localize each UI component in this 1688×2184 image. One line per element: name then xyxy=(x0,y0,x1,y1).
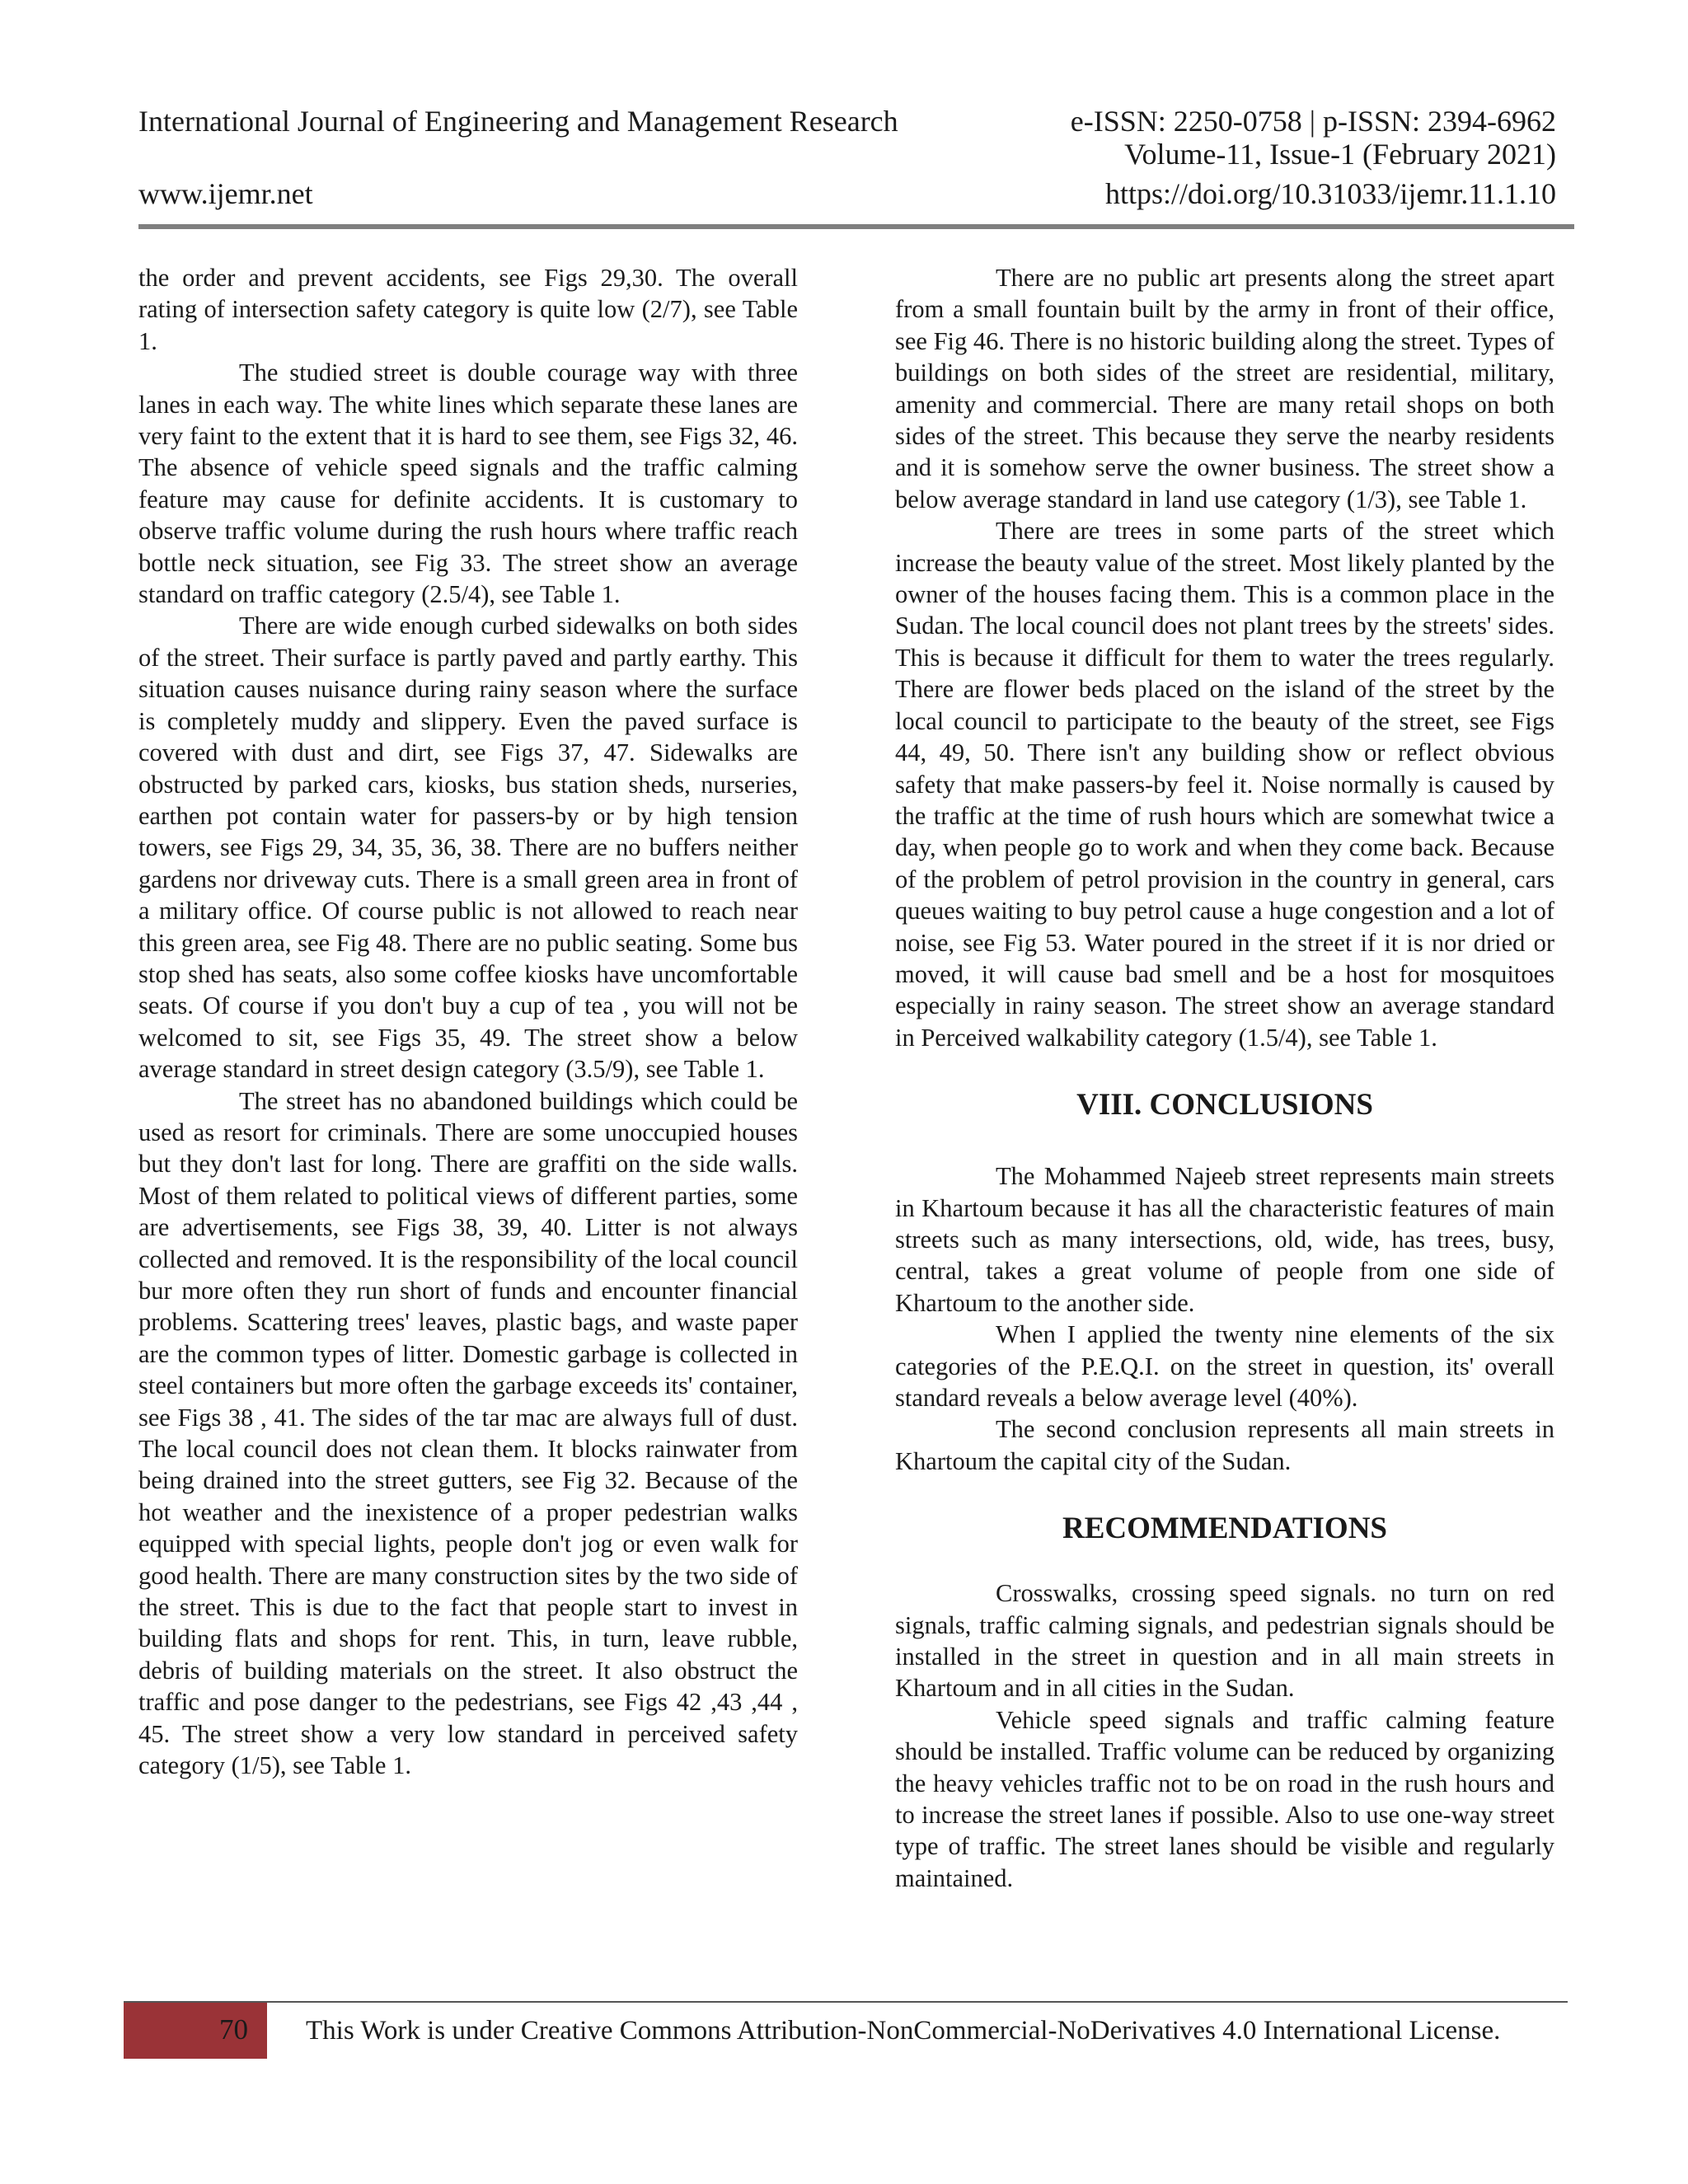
issn-line: e-ISSN: 2250-0758 | p-ISSN: 2394-6962 xyxy=(1070,105,1556,138)
recommendations-heading: RECOMMENDATIONS xyxy=(1062,1511,1387,1546)
conclusions-heading: VIII. CONCLUSIONS xyxy=(1076,1088,1373,1122)
footer-divider xyxy=(124,2001,1568,2003)
conclusion-paragraph: When I applied the twenty nine elements of the six categories of the P.E.Q.I. on the street in question, its' overall standard reveals a below average level (40%). xyxy=(895,1320,1554,1412)
conclusion-paragraph: The Mohammed Najeeb street represents main streets in Khartoum because it has all the characteristic features of main streets such as many intersections, old, wide, has trees, busy, central, takes a great volume of people from one side of Khartoum to the another side. xyxy=(895,1162,1554,1317)
right-column xyxy=(895,262,1554,1894)
journal-title: International Journal of Engineering and Management Research xyxy=(138,105,898,138)
body-paragraph: the order and prevent accidents, see Figs 29,30. The overall rating of intersection safety category is quite low (2/7), see Table 1. xyxy=(138,264,798,355)
page-number: 70 xyxy=(219,2013,248,2046)
body-paragraph: There are trees in some parts of the street which increase the beauty value of the street. Most likely planted by the owner of the houses facing them. This is a common place in the Sudan. The local council does not plant trees by the streets' sides. This is because it difficult for them to water the trees regularly. There are flower beds placed on the island of the street by the local council to participate to the beauty of the street, see Figs 44, 49, 50. There isn't any building show or reflect obvious safety that make passers-by feel it. Noise normally is caused by the traffic at the time of rush hours which are somewhat twice a day, when people go to work and when they come back. Because of the problem of petrol provision in the country in general, cars queues waiting to buy petrol cause a huge congestion and a lot of noise, see Fig 53. Water poured in the street if it is nor dried or moved, it will cause bad smell and be a host for mosquitoes especially in rainy season. The street show an average standard in Perceived walkability category (1.5/4), see Table 1. xyxy=(895,517,1554,1052)
recommendation-paragraph: Vehicle speed signals and traffic calming feature should be installed. Traffic volume can be reduced by organizing the heavy vehicles traffic not to be on road in the rush hours and to increase the street lanes if possible. Also to use one-way street type of traffic. The street lanes should be visible and regularly maintained. xyxy=(895,1705,1554,1892)
license-notice: This Work is under Creative Commons Attribution-NonCommercial-NoDerivatives 4.0 International License. xyxy=(306,2016,1501,2046)
body-paragraph: There are no public art presents along the street apart from a small fountain built by the army in front of their office, see Fig 46. There is no historic building along the street. Types of buildings on both sides of the street are residential, military, amenity and commercial. There are many retail shops on both sides of the street. This because they serve the nearby residents and it is somehow serve the owner business. The street show a below average standard in land use category (1/3), see Table 1. xyxy=(895,264,1554,513)
conclusion-paragraph: The second conclusion represents all main streets in Khartoum the capital city of the Sudan. xyxy=(895,1415,1554,1475)
header-divider xyxy=(138,224,1574,229)
article-doi[interactable]: https://doi.org/10.31033/ijemr.11.1.10 xyxy=(1104,177,1556,210)
left-column xyxy=(138,262,798,1782)
body-paragraph: The street has no abandoned buildings which could be used as resort for criminals. There are some unoccupied houses but they don't last for long. There are graffiti on the side walls. Most of them related to political views of different parties, some are advertisements, see Figs 38, 39, 40. Litter is not always collected and removed. It is the responsibility of the local council bur more often they run short of funds and encounter financial problems. Scattering trees' leaves, plastic bags, and waste paper are the common types of litter. Domestic garbage is collected in steel containers but more often the garbage exceeds its' container, see Figs 38 , 41. The sides of the tar mac are always full of dust. The local council does not clean them. It blocks rainwater from being drained into the street gutters, see Fig 32. Because of the hot weather and the inexistence of a proper pedestrian walks equipped with special lights, people don't jog or even walk for good health. There are many construction sites by the two side of the street. This is due to the fact that people start to invest in building flats and shops for rent. This, in turn, leave rubble, debris of building materials on the street. It also obstruct the traffic and pose danger to the pedestrians, see Figs 42 ,43 ,44 , 45. The street show a very low standard in perceived safety category (1/5), see Table 1. xyxy=(138,1086,798,1780)
body-paragraph: The studied street is double courage way with three lanes in each way. The white lines which separate these lanes are very faint to the extent that it is hard to see them, see Figs 32, 46. The absence of vehicle speed signals and the traffic calming feature may cause for definite accidents. It is customary to observe traffic volume during the rush hours where traffic reach bottle neck situation, see Fig 33. The street show an average standard on traffic category (2.5/4), see Table 1. xyxy=(138,359,798,609)
journal-website[interactable]: www.ijemr.net xyxy=(138,177,313,210)
recommendation-paragraph: Crosswalks, crossing speed signals. no turn on red signals, traffic calming signals, and pedestrian signals should be installed in the street in question and in all main streets in Khartoum and in all cities in the Sudan. xyxy=(895,1579,1554,1703)
body-paragraph: There are wide enough curbed sidewalks on both sides of the street. Their surface is partly paved and partly earthy. This situation causes nuisance during rainy season where the surface is completely muddy and slippery. Even the paved surface is covered with dust and dirt, see Figs 37, 47. Sidewalks are obstructed by parked cars, kiosks, bus station sheds, nurseries, earthen pot contain water for passers-by or by high tension towers, see Figs 29, 34, 35, 36, 38. There are no buffers neither gardens nor driveway cuts. There is a small green area in front of a military office. Of course public is not allowed to reach near this green area, see Fig 48. There are no public seating. Some bus stop shed has seats, also some coffee kiosks have uncomfortable seats. Of course if you don't buy a cup of tea , you will not be welcomed to sit, see Figs 35, 49. The street show a below average standard in street design category (3.5/9), see Table 1. xyxy=(138,612,798,1084)
volume-issue: Volume-11, Issue-1 (February 2021) xyxy=(1124,138,1556,171)
